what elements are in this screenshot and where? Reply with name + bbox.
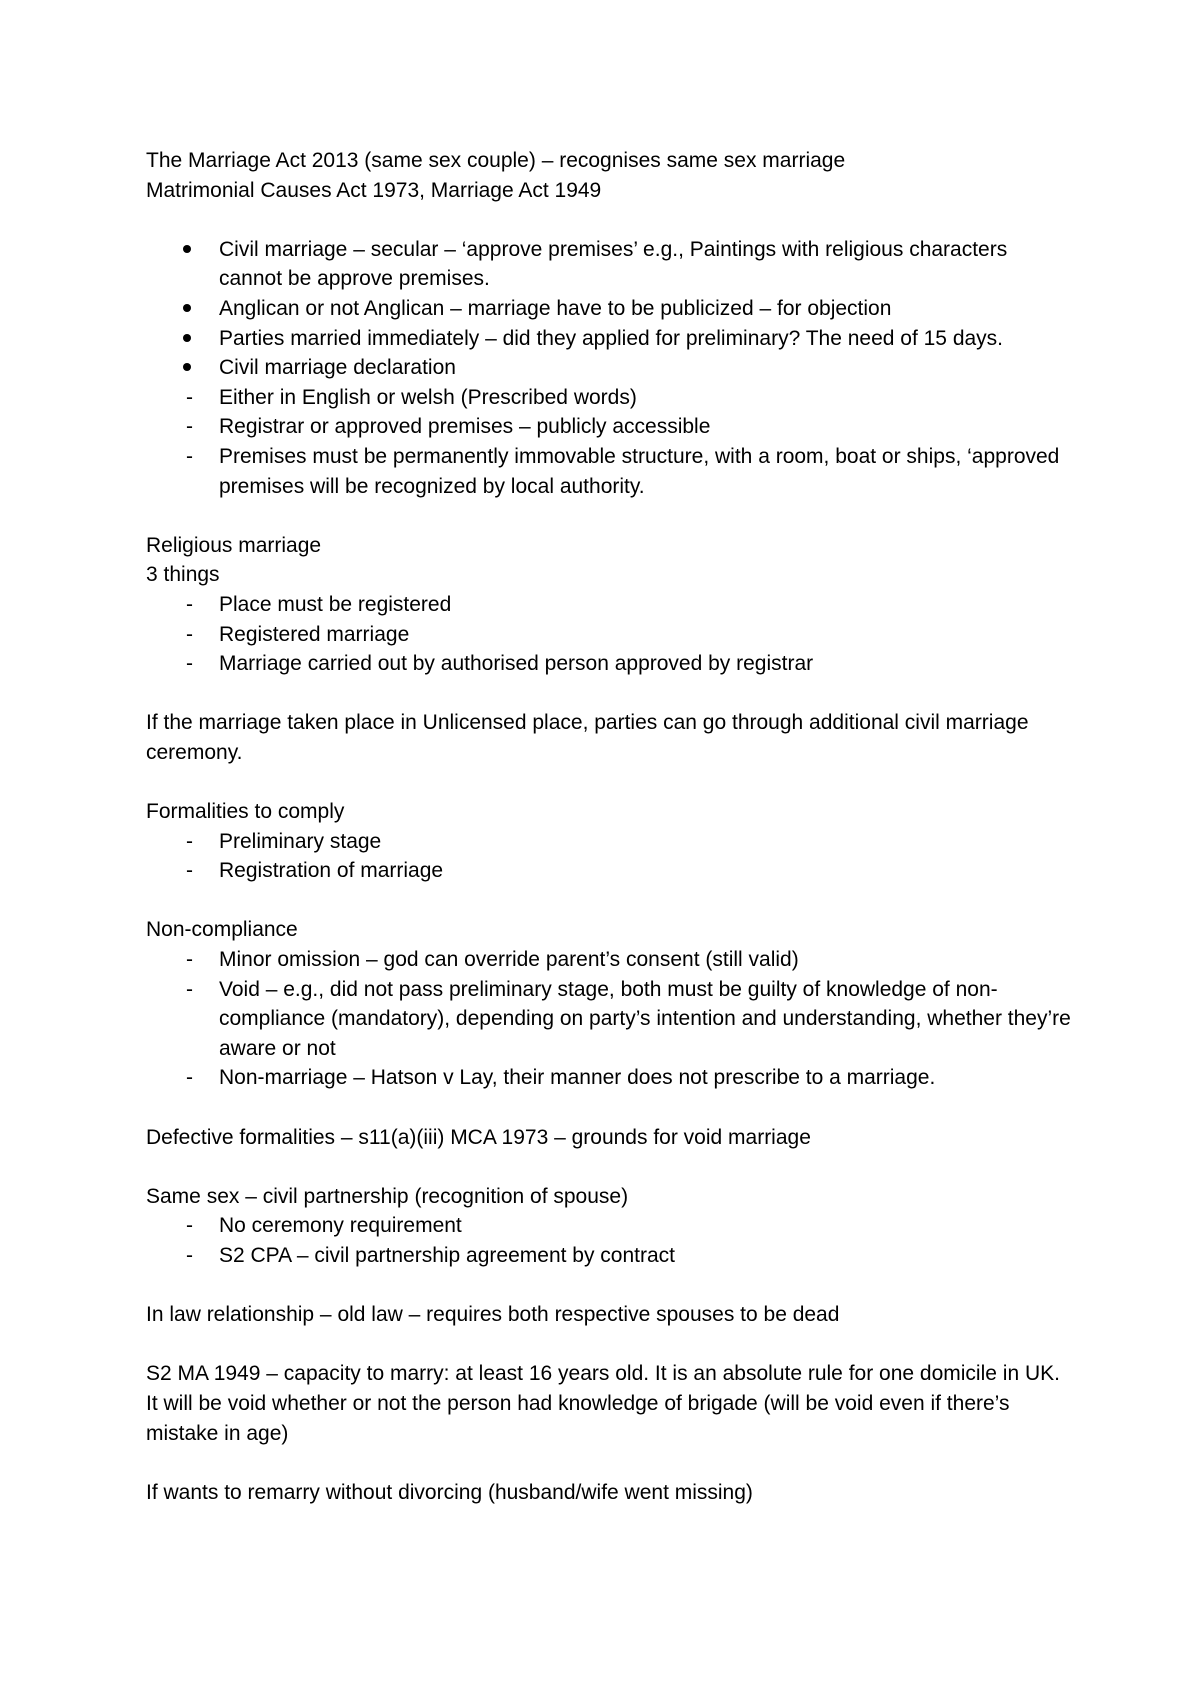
list-item: - Marriage carried out by authorised person approved by registrar bbox=[146, 649, 1076, 679]
formalities-list bbox=[146, 827, 1076, 886]
defective-paragraph: Defective formalities – s11(a)(iii) MCA 1973 – grounds for void marriage bbox=[146, 1125, 811, 1149]
dash-marker: - bbox=[186, 385, 193, 409]
list-item: - Registrar or approved premises – publicly accessible bbox=[146, 412, 1076, 442]
dash-marker: - bbox=[186, 1243, 193, 1267]
noncompliance-heading: Non-compliance bbox=[146, 918, 298, 942]
list-item: - Registration of marriage bbox=[146, 856, 1076, 886]
bullet-dot-icon bbox=[183, 294, 191, 324]
list-item: - Minor omission – god can override parent’s consent (still valid) bbox=[146, 945, 1076, 975]
civil-bullet-list bbox=[146, 235, 1076, 383]
remarry-paragraph: If wants to remarry without divorcing (husband/wife went missing) bbox=[146, 1480, 753, 1504]
bullet-dot-icon bbox=[183, 324, 191, 354]
dash-marker: - bbox=[186, 1066, 193, 1090]
intro-line-1: The Marriage Act 2013 (same sex couple) – recognises same sex marriage bbox=[146, 149, 846, 172]
same-sex-list bbox=[146, 1211, 1076, 1270]
list-item: - Place must be registered bbox=[146, 590, 1076, 620]
list-item: - Either in English or welsh (Prescribed words) bbox=[146, 383, 1076, 413]
dash-marker: - bbox=[186, 859, 193, 883]
list-item: Civil marriage – secular – ‘approve premises’ e.g., Paintings with religious characters cannot be approve premises. bbox=[146, 235, 1076, 294]
list-item: - Non-marriage – Hatson v Lay, their manner does not prescribe to a marriage. bbox=[146, 1063, 1076, 1093]
dash-marker: - bbox=[186, 652, 193, 676]
list-item: Parties married immediately – did they applied for preliminary? The need of 15 days. bbox=[146, 324, 1076, 354]
civil-dash-list bbox=[146, 383, 1076, 501]
same-sex-heading: Same sex – civil partnership (recognition of spouse) bbox=[146, 1184, 629, 1208]
religious-subheading: 3 things bbox=[146, 563, 220, 587]
document-page bbox=[146, 146, 1076, 1507]
list-item: - Preliminary stage bbox=[146, 827, 1076, 857]
religious-list bbox=[146, 590, 1076, 679]
in-law-paragraph: In law relationship – old law – requires both respective spouses to be dead bbox=[146, 1303, 840, 1327]
intro-line-2: Matrimonial Causes Act 1973, Marriage Act 1949 bbox=[146, 178, 602, 202]
dash-marker: - bbox=[186, 444, 193, 468]
dash-marker: - bbox=[186, 622, 193, 646]
dash-marker: - bbox=[186, 948, 193, 972]
bullet-dot-icon bbox=[183, 353, 191, 383]
bullet-dot-icon bbox=[183, 235, 191, 265]
dash-marker: - bbox=[186, 415, 193, 439]
list-item: - Void – e.g., did not pass preliminary stage, both must be guilty of knowledge of non-compliance (mandatory), depending on party’s intention and understanding, whether they’re aware or not bbox=[146, 975, 1076, 1064]
formalities-heading: Formalities to comply bbox=[146, 800, 345, 824]
dash-marker: - bbox=[186, 977, 193, 1001]
dash-marker: - bbox=[186, 829, 193, 853]
list-item: Civil marriage declaration bbox=[146, 353, 1076, 383]
list-item: Anglican or not Anglican – marriage have to be publicized – for objection bbox=[146, 294, 1076, 324]
noncompliance-list bbox=[146, 945, 1076, 1093]
capacity-paragraph: S2 MA 1949 – capacity to marry: at least 16 years old. It is an absolute rule for one domicile in UK. It will be void whether or not the person had knowledge of brigade (will be void even if there’s mistake in age) bbox=[146, 1362, 1060, 1445]
dash-marker: - bbox=[186, 592, 193, 616]
list-item: - S2 CPA – civil partnership agreement by contract bbox=[146, 1241, 1076, 1271]
list-item: - No ceremony requirement bbox=[146, 1211, 1076, 1241]
list-item: - Premises must be permanently immovable structure, with a room, boat or ships, ‘approved premises will be recognized by local authority. bbox=[146, 442, 1076, 501]
dash-marker: - bbox=[186, 1214, 193, 1238]
unlicensed-paragraph: If the marriage taken place in Unlicensed place, parties can go through additional civil marriage ceremony. bbox=[146, 711, 1029, 764]
religious-heading: Religious marriage bbox=[146, 533, 322, 557]
list-item: - Registered marriage bbox=[146, 620, 1076, 650]
